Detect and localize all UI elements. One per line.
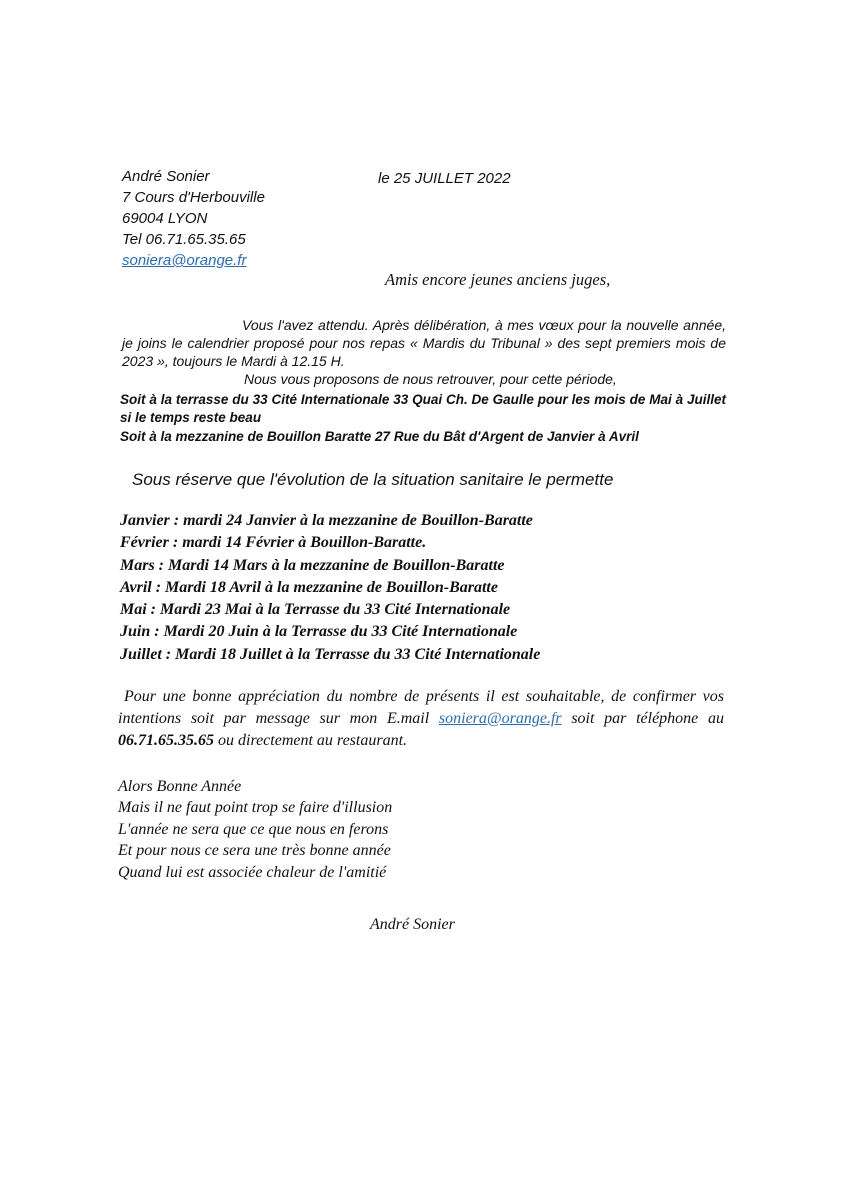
schedule-item-janvier: Janvier : mardi 24 Janvier à la mezzanine de Bouillon-Baratte: [120, 512, 533, 529]
signature: André Sonier: [370, 916, 455, 933]
schedule-item-juillet: Juillet : Mardi 18 Juillet à la Terrasse du 33 Cité Internationale: [120, 645, 541, 663]
option-terrasse: Soit à la terrasse du 33 Cité Internationale 33 Quai Ch. De Gaulle pour les mois de Mai à Juillet si le temps reste beau: [120, 392, 726, 425]
sender-email-link[interactable]: soniera@orange.fr: [122, 252, 247, 269]
sender-tel: Tel 06.71.65.35.65: [122, 231, 246, 248]
sender-address: [122, 166, 265, 271]
poem-line: Mais il ne faut point trop se faire d'illusion: [118, 799, 393, 817]
proposal-line: Nous vous proposons de nous retrouver, pour cette période,: [244, 371, 617, 387]
poem-line: Et pour nous ce sera une très bonne année: [118, 842, 391, 860]
greeting: Amis encore jeunes anciens juges,: [385, 270, 611, 289]
confirm-paragraph: [118, 686, 724, 752]
sender-name: André Sonier: [122, 168, 210, 185]
confirm-email-link[interactable]: soniera@orange.fr: [438, 710, 562, 727]
schedule-item-mars: Mars : Mardi 14 Mars à la mezzanine de Bouillon-Baratte: [120, 556, 505, 574]
schedule-item-fevrier: Février : mardi 14 Février à Bouillon-Baratte.: [120, 534, 427, 552]
schedule-item-avril: Avril : Mardi 18 Avril à la mezzanine de Bouillon-Baratte: [120, 578, 498, 596]
intro-paragraph: Vous l'avez attendu. Après délibération, à mes vœux pour la nouvelle année, je joins le calendrier proposé pour nos repas « Mardis du Tribunal » des sept premiers mois de 2023 », toujours le Mardi à 12.15 H.: [122, 317, 726, 369]
confirm-text-3: ou directement au restaurant.: [214, 732, 408, 749]
schedule-list: [120, 510, 540, 666]
sender-street: 7 Cours d'Herbouville: [122, 189, 265, 206]
reserve-note: Sous réserve que l'évolution de la situation sanitaire le permette: [132, 470, 614, 489]
confirm-text-1: Pour une bonne appréciation du nombre de présents il est souhaitable, de confirmer vos intentions soit par message sur mon E.mail: [118, 688, 724, 727]
letter-date: le 25 JUILLET 2022: [378, 170, 511, 187]
option-mezzanine: Soit à la mezzanine de Bouillon Baratte 27 Rue du Bât d'Argent de Janvier à Avril: [120, 429, 639, 444]
poem-line: L'année ne sera que ce que nous en ferons: [118, 820, 389, 838]
schedule-item-juin: Juin : Mardi 20 Juin à la Terrasse du 33 Cité Internationale: [120, 623, 518, 641]
poem-line: Quand lui est associée chaleur de l'amitié: [118, 863, 387, 881]
confirm-text-2: soit par téléphone au: [561, 710, 725, 727]
poem-line: Alors Bonne Année: [118, 778, 242, 795]
schedule-item-mai: Mai : Mardi 23 Mai à la Terrasse du 33 Cité Internationale: [120, 601, 511, 619]
poem-block: [118, 776, 392, 883]
confirm-phone: 06.71.65.35.65: [118, 732, 214, 749]
sender-city: 69004 LYON: [122, 210, 208, 227]
